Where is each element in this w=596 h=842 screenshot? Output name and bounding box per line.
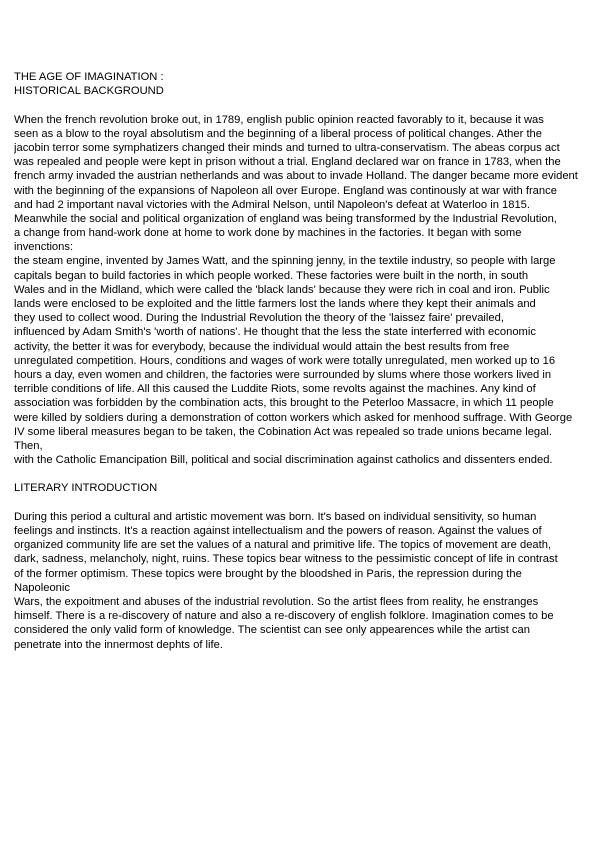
text-line: IV some liberal measures began to be taken, the Cobination Act was repealed so trade unions became legal. (14, 425, 552, 438)
text-line: feelings and instincts. It's a reaction against intellectualism and the powers of reason. Against the values of (14, 525, 542, 537)
text-line: a change from hand-work done at home to work done by machines in the factories. It began with some (14, 227, 522, 240)
text-line: Wales and in the Midland, which were called the 'black lands' because they were rich in coal and iron. Public (14, 283, 550, 296)
text-line: with the beginning of the expansions of Napoleon all over Europe. England was continously at war with france (14, 184, 557, 197)
spacer (14, 496, 596, 510)
document-title-line-1: THE AGE OF IMAGINATION : (14, 71, 164, 83)
text-line: and had 2 important naval victories with the Admiral Nelson, until Napoleon's defeat at Waterloo in 1815. (14, 198, 531, 211)
text-line: When the french revolution broke out, in 1789, english public opinion reacted favorably to it, because it was (14, 113, 544, 126)
text-line: seen as a blow to the royal absolutism and the beginning of a liberal process of political changes. Ather the (14, 127, 543, 140)
text-line: was repealed and people were kept in prison without a trial. England declared war on france in 1783, when the (14, 156, 561, 169)
text-line: activity, the better it was for everybody, because the individual would attain the best results from free (14, 340, 510, 353)
section-heading-literary-introduction: LITERARY INTRODUCTION (14, 482, 158, 495)
literary-introduction-paragraph (14, 510, 596, 652)
text-line: Meanwhile the social and political organization of england was being transformed by the Industrial Revolution, (14, 212, 557, 225)
text-line: Wars, the expoitment and abuses of the industrial revolution. So the artist flees from reality, he enstranges (14, 595, 539, 608)
text-line: they used to collect wood. During the Industrial Revolution the theory of the 'laissez faire' prevailed, (14, 312, 504, 325)
historical-background-paragraph (14, 113, 596, 468)
text-line: jacobin terror some symphatizers changed their minds and turned to ultra-conservatism. The abeas corpus act (14, 141, 560, 154)
text-line: of the former optimism. These topics were brought by the bloodshed in Paris, the repression during the (14, 567, 522, 580)
text-line: the steam engine, invented by James Watt, and the spinning jenny, in the textile industry, so people with large (14, 255, 556, 268)
text-line: unregulated competition. Hours, conditions and wages of work were totally unregulated, men worked up to 16 (14, 354, 556, 367)
text-line: Then, (14, 439, 43, 452)
text-line: organized community life are set the values of a natural and primitive life. The topics of movement are death, (14, 539, 552, 552)
text-line: hours a day, even women and children, the factories were surrounded by slums where those workers lived in (14, 368, 552, 381)
text-line: capitals began to build factories in which people worked. These factories were built in the north, in south (14, 269, 529, 282)
text-line: considered the only valid form of knowledge. The scientist can see only appearences while the artist can (14, 624, 530, 637)
spacer (14, 98, 596, 112)
text-line: himself. There is a re-discovery of nature and also a re-discovery of english folklore. Imagination comes to be (14, 610, 554, 623)
document-title-line-2: HISTORICAL BACKGROUND (14, 85, 164, 98)
text-line: with the Catholic Emancipation Bill, political and social discrimination against catholics and dissenters ended. (14, 454, 553, 467)
text-line: french army invaded the austrian netherlands and was about to invade Holland. The danger became more evident (14, 170, 578, 183)
text-line: During this period a cultural and artistic movement was born. It's based on individual sensitivity, so human (14, 510, 537, 523)
text-line: terrible conditions of life. All this caused the Luddite Riots, some revolts against the machines. Any kind of (14, 383, 536, 396)
text-line: association was forbidden by the combination acts, this brought to the Peterloo Massacre, in which 11 people (14, 397, 554, 410)
text-line: invenctions: (14, 241, 74, 254)
text-line: penetrate into the innermost dephts of life. (14, 638, 223, 651)
text-line: dark, sadness, melancholy, night, ruins. These topics bear witness to the pessimistic concept of life in contrast (14, 553, 558, 566)
text-line: influenced by Adam Smith's 'worth of nations'. He thought that the less the state interferred with economic (14, 326, 536, 339)
text-line: Napoleonic (14, 581, 70, 594)
text-line: lands were enclosed to be exploited and the little farmers lost the lands where they kept their animals and (14, 298, 536, 310)
spacer (14, 467, 596, 481)
document-page (14, 70, 596, 652)
text-line: were killed by soldiers during a demonstration of cotton workers which asked for menhood suffrage. With George (14, 411, 573, 424)
